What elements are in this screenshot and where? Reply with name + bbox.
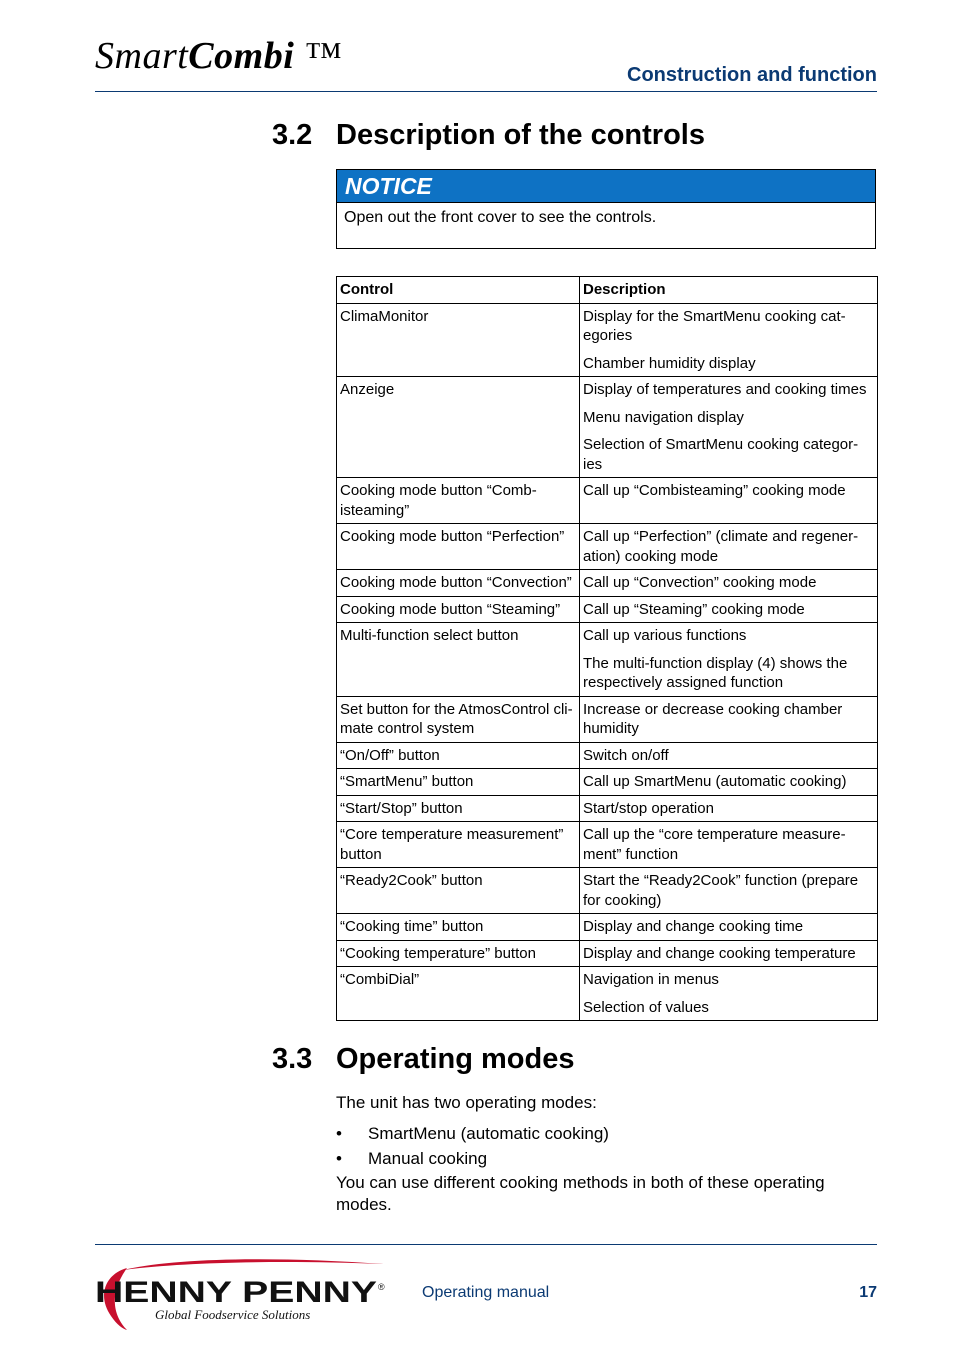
description-paragraph: Start/stop operation (583, 799, 714, 817)
description-paragraph: The multi-function display (4) shows the respectively assigned function (583, 654, 848, 691)
controls-table (336, 276, 878, 1021)
description-paragraph: Call up “Combisteaming” cooking mode (583, 482, 846, 499)
control-description-cell (580, 478, 878, 524)
table-row (337, 570, 878, 597)
description-paragraph: Call up “Perfection” (climate and regener-ation) cooking mode (583, 528, 859, 565)
table-row (337, 478, 878, 524)
operating-modes-outro: You can use different cooking methods in both of these operating modes. (336, 1173, 825, 1214)
control-name-cell: “CombiDial” (337, 967, 580, 1021)
description-paragraph: Menu navigation display (583, 408, 744, 426)
column-header-control: Control (337, 277, 580, 304)
control-description-cell (580, 623, 878, 697)
control-description-cell (580, 822, 878, 868)
table-row (337, 914, 878, 941)
description-paragraph: Call up “Convection” cooking mode (583, 574, 817, 591)
control-description-cell (580, 742, 878, 769)
footer-divider (95, 1244, 877, 1245)
control-name-cell: Cooking mode button “Comb-isteaming” (337, 478, 580, 524)
brand-prefix: Smart (95, 35, 189, 77)
table-row (337, 696, 878, 742)
section-title: Operating modes (336, 1043, 575, 1075)
description-paragraph: Display and change cooking temperature (583, 944, 856, 962)
control-description-cell (580, 696, 878, 742)
logo-registered-mark: ® (378, 1282, 385, 1292)
operating-modes-intro: The unit has two operating modes: (336, 1093, 597, 1112)
description-paragraph: Call up various functions (583, 627, 747, 644)
description-paragraph: Display of temperatures and cooking times (583, 381, 867, 398)
bullet: • (336, 1149, 342, 1168)
page-number: 17 (859, 1284, 877, 1301)
column-header-description: Description (580, 277, 878, 304)
notice-box (336, 169, 876, 249)
control-name-cell: “Cooking temperature” button (337, 940, 580, 967)
section-heading-3-3 (272, 1043, 575, 1076)
section-number: 3.3 (272, 1043, 313, 1075)
control-description-cell (580, 524, 878, 570)
control-description-cell (580, 303, 878, 377)
brand-bold: Combi (188, 35, 295, 77)
control-name-cell: “Cooking time” button (337, 914, 580, 941)
table-row (337, 868, 878, 914)
control-name-cell: “On/Off” button (337, 742, 580, 769)
table-row (337, 524, 878, 570)
description-paragraph: Call up SmartMenu (automatic cooking) (583, 773, 847, 790)
table-row (337, 967, 878, 1021)
table-row (337, 795, 878, 822)
description-paragraph: Switch on/off (583, 746, 669, 764)
section-heading-3-2 (272, 119, 705, 152)
control-name-cell: ClimaMonitor (337, 303, 580, 377)
table-row (337, 623, 878, 697)
description-paragraph: Navigation in menus (583, 971, 719, 988)
control-description-cell (580, 769, 878, 796)
control-name-cell: “Core temperature measurement” button (337, 822, 580, 868)
table-row (337, 742, 878, 769)
description-paragraph: Display for the SmartMenu cooking cat-egories (583, 307, 846, 344)
control-name-cell: Cooking mode button “Perfection” (337, 524, 580, 570)
brand-mark: ™ (304, 35, 343, 77)
description-paragraph: Selection of SmartMenu cooking categor-ies (583, 436, 859, 473)
logo-swoosh-top (123, 1259, 383, 1270)
description-paragraph: Start the “Ready2Cook” function (prepare for cooking) (583, 872, 859, 909)
logo-tagline: Global Foodservice Solutions (155, 1307, 311, 1322)
control-description-cell (580, 868, 878, 914)
control-description-cell (580, 967, 878, 1021)
table-header-row (337, 277, 878, 304)
list-item-text: SmartMenu (automatic cooking) (368, 1124, 609, 1143)
footer-document-title: Operating manual (422, 1284, 550, 1301)
control-name-cell: “Ready2Cook” button (337, 868, 580, 914)
table-row (337, 940, 878, 967)
control-description-cell (580, 570, 878, 597)
operating-modes-list (336, 1123, 609, 1173)
section-number: 3.2 (272, 119, 313, 151)
list-item (336, 1148, 609, 1173)
description-paragraph: Call up “Steaming” cooking mode (583, 600, 805, 618)
control-description-cell (580, 795, 878, 822)
description-paragraph: Display and change cooking time (583, 918, 804, 935)
table-row (337, 769, 878, 796)
control-description-cell (580, 596, 878, 623)
running-section-header: Construction and function (627, 64, 877, 86)
control-description-cell (580, 914, 878, 941)
control-name-cell: “SmartMenu” button (337, 769, 580, 796)
description-paragraph: Selection of values (583, 998, 709, 1016)
control-name-cell: “Start/Stop” button (337, 795, 580, 822)
table-row (337, 377, 878, 478)
list-item-text: Manual cooking (368, 1149, 488, 1168)
control-name-cell: Cooking mode button “Convection” (337, 570, 580, 597)
control-name-cell: Cooking mode button “Steaming” (337, 596, 580, 623)
control-description-cell (580, 377, 878, 478)
header-divider (95, 91, 877, 92)
bullet: • (336, 1124, 342, 1143)
section-title: Description of the controls (336, 119, 705, 151)
description-paragraph: Call up the “core temperature measure-ment” function (583, 826, 846, 863)
description-paragraph: Chamber humidity display (583, 354, 756, 372)
logo-wordmark: HENNY PENNY (95, 1276, 377, 1309)
notice-text: Open out the front cover to see the controls. (344, 209, 657, 226)
table-row (337, 303, 878, 377)
control-name-cell: Anzeige (337, 377, 580, 478)
control-name-cell: Multi-function select button (337, 623, 580, 697)
list-item (336, 1123, 609, 1148)
henny-penny-logo (93, 1256, 393, 1336)
description-paragraph: Increase or decrease cooking chamber humidity (583, 700, 843, 737)
control-description-cell (580, 940, 878, 967)
brand-title (95, 34, 342, 78)
control-name-cell: Set button for the AtmosControl cli-mate control system (337, 696, 580, 742)
table-row (337, 596, 878, 623)
table-row (337, 822, 878, 868)
notice-label: NOTICE (337, 170, 875, 203)
